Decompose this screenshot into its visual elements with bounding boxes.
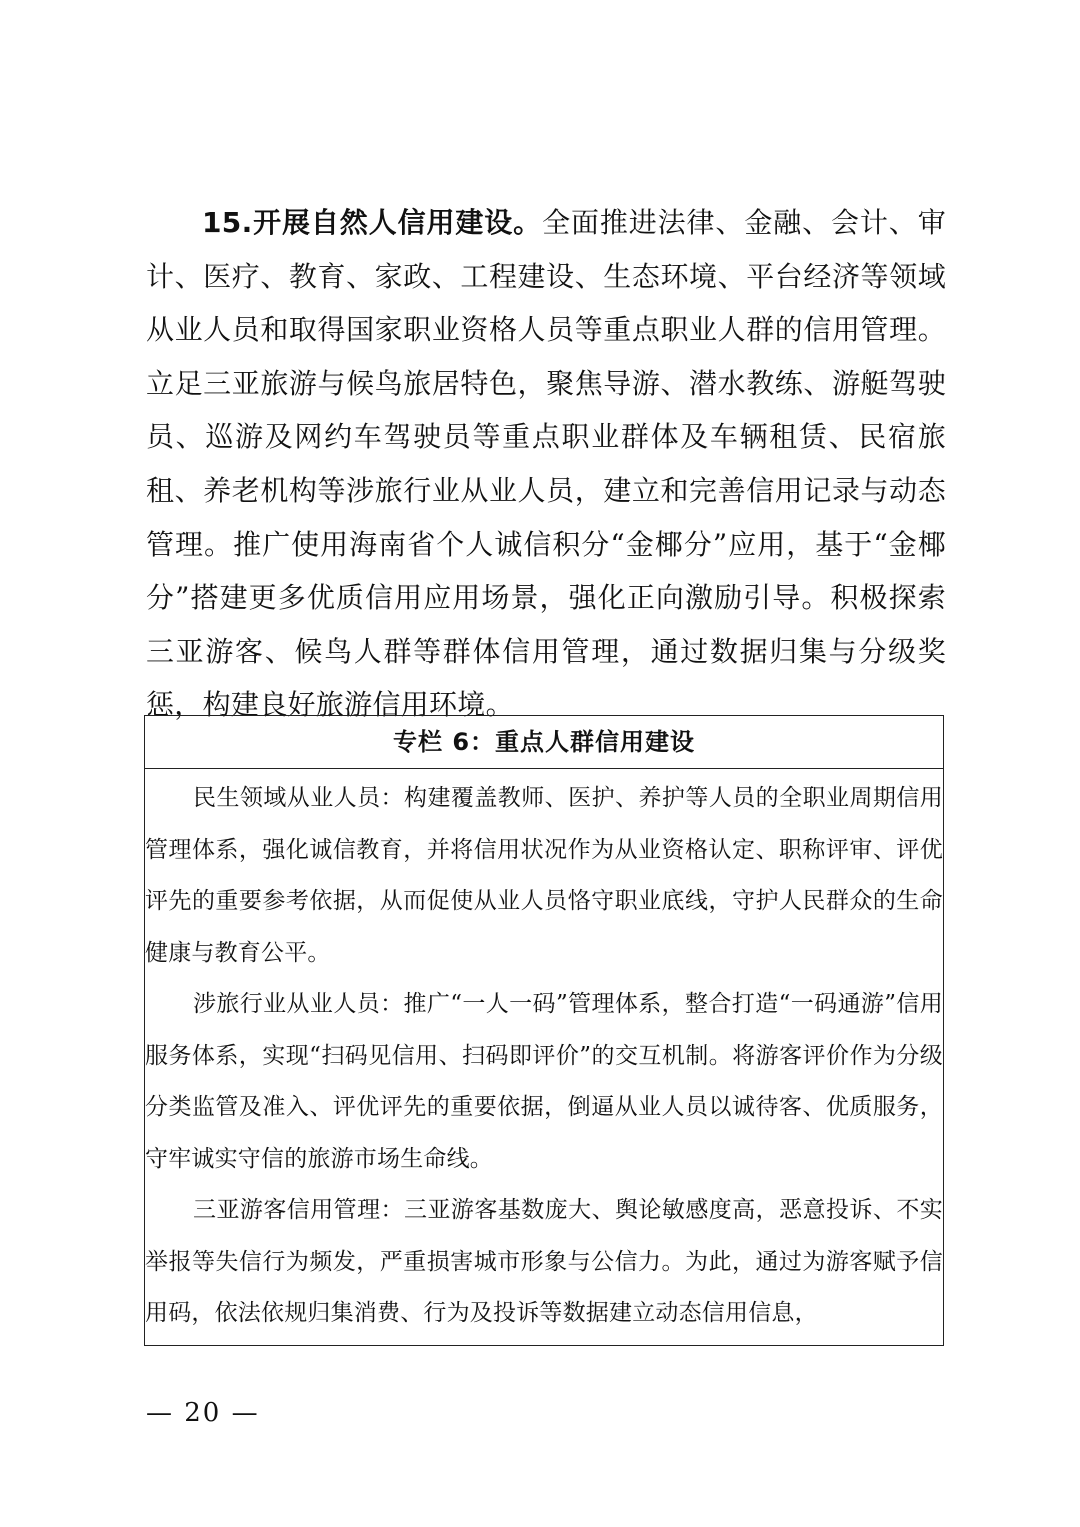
main-paragraph-body: 全面推进法律、金融、会计、审计、医疗、教育、家政、工程建设、生态环境、平台经济等领域从业人员和取得国家职业资格人员等重点职业人群的信用管理。立足三亚旅游与候鸟旅居特色，聚焦导游、潜水教练、游艇驾驶员、巡游及网约车驾驶员等重点职业群体及车辆租赁、民宿旅租、养老机构等涉旅行业从业人员，建立和完善信用记录与动态管理。推广使用海南省个人诚信积分“金椰分”应用，基于“金椰分”搭建更多优质信用应用场景，强化正向激励引导。积极探索三亚游客、候鸟人群等群体信用管理，通过数据归集与分级奖惩，构建良好旅游信用环境。 — [146, 206, 946, 722]
page-number: — 20 — — [146, 1398, 260, 1428]
main-paragraph — [146, 196, 946, 732]
column-paragraph-livelihood: 民生领域从业人员：构建覆盖教师、医护、养护等人员的全职业周期信用管理体系，强化诚信教育，并将信用状况作为从业资格认定、职称评审、评优评先的重要参考依据，从而促使从业人员恪守职业底线，守护人民群众的生命健康与教育公平。 — [145, 785, 943, 966]
section-heading-15: 15.开展自然人信用建设。 — [202, 206, 543, 239]
column-box-body — [145, 769, 943, 1340]
column-box-title: 专栏 6：重点人群信用建设 — [145, 716, 943, 769]
column-paragraph-tourist-credit: 三亚游客信用管理：三亚游客基数庞大、舆论敏感度高，恶意投诉、不实举报等失信行为频发，严重损害城市形象与公信力。为此，通过为游客赋予信用码，依法依规归集消费、行为及投诉等数据建立动态信用信息， — [145, 1197, 943, 1326]
column-box — [144, 715, 944, 1346]
column-paragraph-tourism-staff: 涉旅行业从业人员：推广“一人一码”管理体系，整合打造“一码通游”信用服务体系，实现“扫码见信用、扫码即评价”的交互机制。将游客评价作为分级分类监管及准入、评优评先的重要依据，倒逼从业人员以诚待客、优质服务，守牢诚实守信的旅游市场生命线。 — [145, 991, 943, 1172]
